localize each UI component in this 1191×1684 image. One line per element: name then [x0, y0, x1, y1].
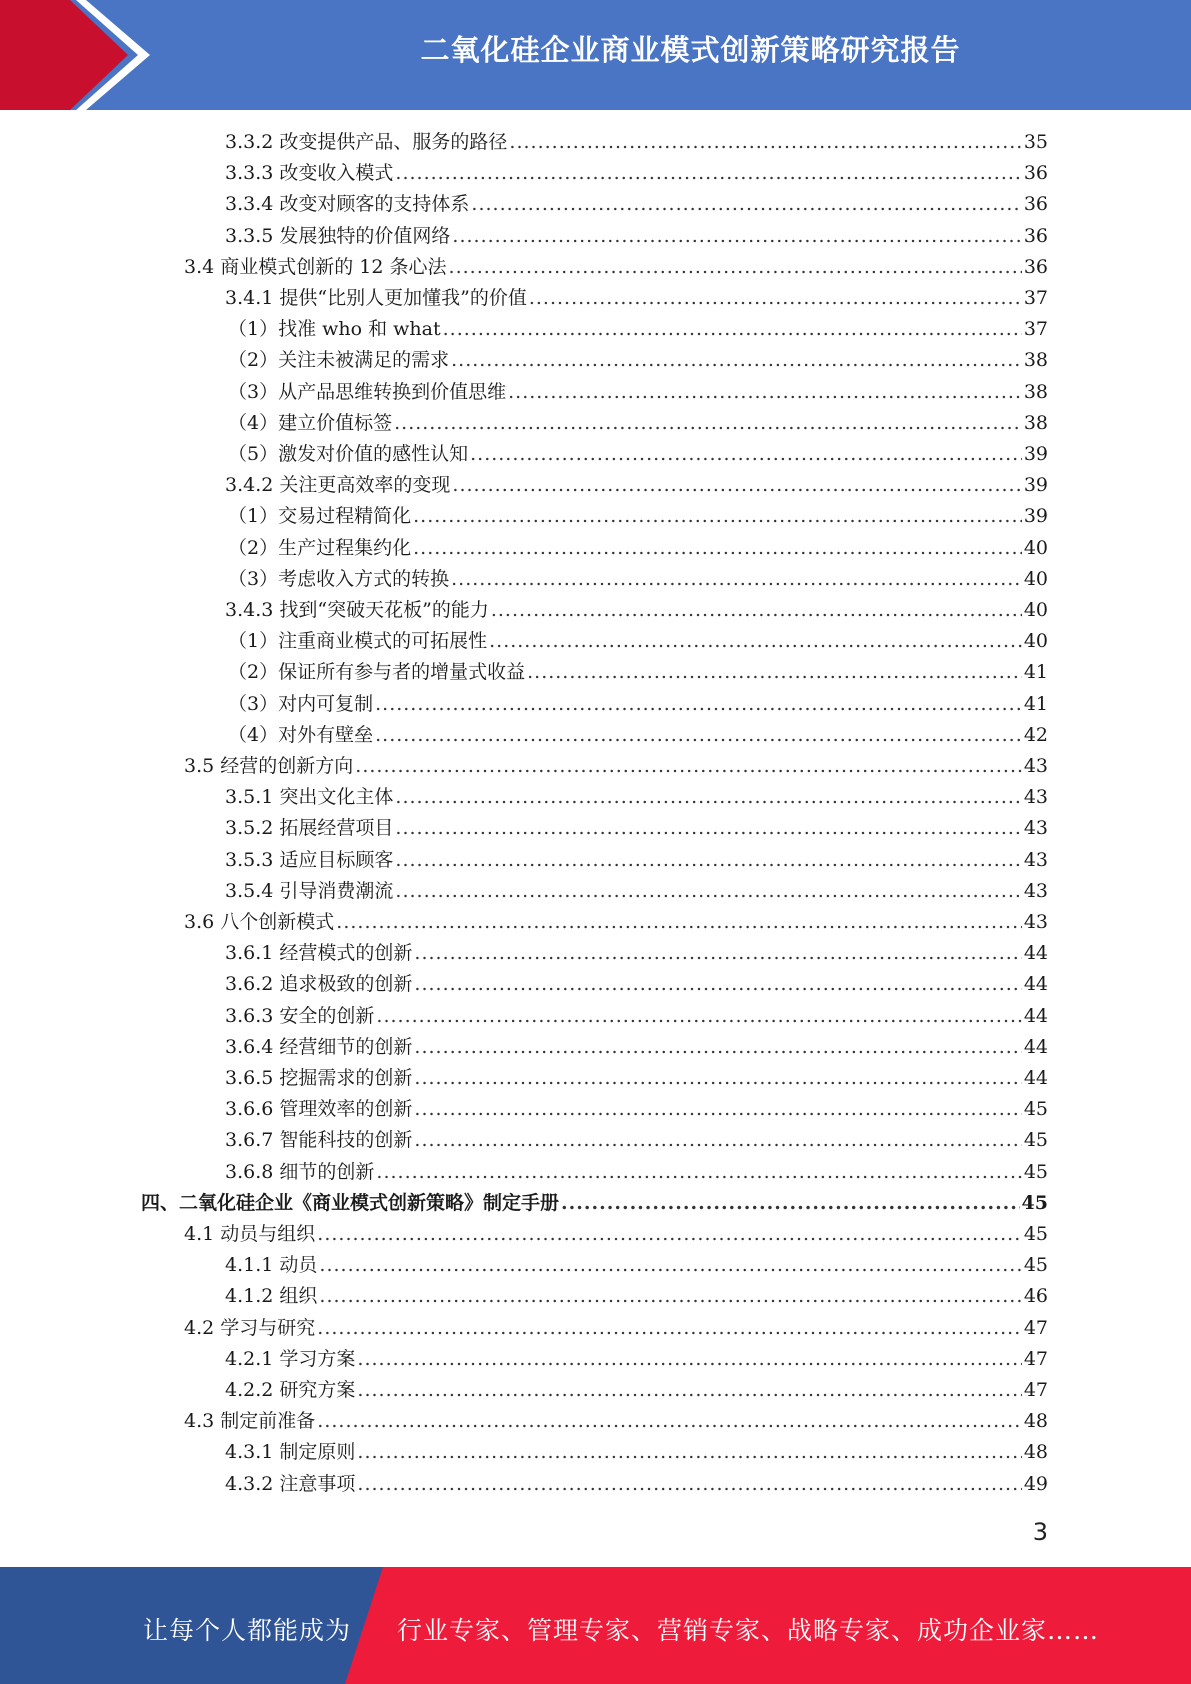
toc-dot-leader: [376, 1157, 1021, 1188]
toc-dot-leader: [414, 969, 1021, 1000]
toc-entry-page: 44: [1023, 1035, 1048, 1058]
toc-entry-page: 36: [1023, 224, 1048, 247]
toc-entry-page: 45: [1023, 1129, 1048, 1152]
toc-entry-page: 41: [1023, 692, 1048, 715]
toc-dot-leader: [357, 1469, 1021, 1500]
toc-entry-title: 八个创新模式: [220, 911, 335, 933]
toc-entry-number: （3）: [228, 692, 279, 715]
toc-entry-page: 43: [1023, 848, 1048, 871]
toc-entry-title: 生产过程集约化: [278, 536, 412, 559]
toc-entry[interactable]: [225, 470, 1048, 501]
toc-entry-number: 3.5: [184, 755, 215, 777]
toc-entry-number: 3.6.4: [225, 1035, 274, 1058]
toc-entry-title: 关注更高效率的变现: [279, 474, 451, 497]
toc-entry[interactable]: [225, 221, 1048, 252]
toc-entry-page: 47: [1023, 1347, 1048, 1370]
toc-entry-title: 交易过程精简化: [278, 505, 412, 528]
toc-entry[interactable]: [184, 1406, 1048, 1437]
toc-entry-number: 4.2: [184, 1316, 215, 1339]
toc-entry-number: 3.5.3: [225, 848, 274, 871]
toc-dot-leader: [375, 689, 1022, 720]
toc-entry-page: 45: [1023, 1098, 1048, 1121]
toc-entry-page: 36: [1023, 162, 1048, 185]
toc-entry-title: 改变收入模式: [279, 162, 394, 185]
toc-entry-page: 44: [1023, 1004, 1048, 1027]
toc-entry[interactable]: [184, 252, 1048, 283]
toc-entry-number: （2）: [228, 661, 279, 684]
toc-entry-title: 二氧化硅企业《商业模式创新策略》制定手册: [179, 1191, 560, 1214]
toc-entry-title: 制定前准备: [220, 1410, 316, 1433]
toc-entry[interactable]: [225, 1032, 1048, 1063]
toc-entry[interactable]: [225, 876, 1048, 907]
toc-entry[interactable]: [225, 189, 1048, 220]
toc-entry-page: 45: [1023, 1223, 1048, 1245]
toc-entry-page: 40: [1023, 630, 1048, 653]
toc-dot-leader: [394, 408, 1022, 439]
toc-entry[interactable]: [225, 1344, 1048, 1375]
toc-dot-leader: [452, 470, 1021, 501]
toc-entry-title: 建立价值标签: [278, 411, 393, 434]
toc-entry[interactable]: [228, 626, 1048, 657]
toc-entry[interactable]: [225, 283, 1048, 314]
toc-dot-leader: [317, 1313, 1022, 1344]
page-footer: [0, 1567, 1191, 1684]
toc-entry[interactable]: [225, 845, 1048, 876]
toc-entry-number: 3.4: [184, 255, 215, 278]
toc-dot-leader: [395, 782, 1021, 813]
toc-entry-page: 47: [1023, 1316, 1048, 1339]
toc-entry-page: 36: [1023, 255, 1048, 278]
toc-entry[interactable]: [225, 969, 1048, 1000]
toc-entry-number: 4.3.2: [225, 1472, 274, 1495]
toc-entry-page: 43: [1023, 817, 1048, 840]
toc-entry[interactable]: [141, 1188, 1048, 1219]
toc-entry-page: 39: [1023, 474, 1048, 497]
toc-entry[interactable]: [225, 1125, 1048, 1156]
toc-entry-number: （4）: [228, 723, 279, 746]
chevron-red-fill: [0, 0, 128, 110]
toc-entry-number: 3.5.2: [225, 817, 274, 840]
toc-entry-title: 拓展经营项目: [279, 817, 394, 840]
footer-slogan-left: 让每个人都能成为: [143, 1616, 352, 1645]
toc-entry-title: 从产品思维转换到价值思维: [278, 380, 507, 403]
toc-entry-title: 学习与研究: [220, 1316, 316, 1339]
toc-entry-page: 45: [1023, 1160, 1048, 1183]
toc-entry-page: 45: [1023, 1254, 1048, 1277]
toc-entry-title: 细节的创新: [279, 1160, 375, 1183]
toc-dot-leader: [395, 813, 1021, 844]
toc-entry-page: 39: [1023, 505, 1048, 528]
toc-dot-leader: [527, 657, 1022, 688]
toc-entry-number: 3.5.1: [225, 786, 274, 809]
toc-entry-title: 关注未被满足的需求: [278, 349, 450, 372]
toc-entry-page: 40: [1023, 599, 1048, 621]
toc-entry-page: 44: [1023, 973, 1048, 996]
toc-entry-number: （2）: [228, 349, 279, 372]
toc-entry-title: 考虑收入方式的转换: [278, 567, 450, 590]
toc-entry-number: 3.6.1: [225, 942, 274, 965]
toc-entry-title: 商业模式创新的 12 条心法: [220, 255, 447, 278]
toc-entry-number: 4.3.1: [225, 1441, 274, 1464]
chevron-arrow-icon: [0, 0, 160, 110]
toc-dot-leader: [451, 564, 1022, 595]
toc-dot-leader: [357, 1437, 1021, 1468]
toc-entry-number: 3.3.3: [225, 162, 274, 185]
toc-dot-leader: [414, 1125, 1021, 1156]
toc-entry-page: 38: [1023, 411, 1048, 434]
toc-entry-page: 49: [1023, 1472, 1048, 1495]
toc-entry-title: 追求极致的创新: [279, 973, 413, 996]
toc-dot-leader: [357, 1344, 1021, 1375]
toc-entry-title: 提供“比别人更加懂我”的价值: [279, 287, 527, 309]
toc-entry[interactable]: [228, 345, 1048, 376]
toc-entry-title: 改变对顾客的支持体系: [279, 193, 470, 216]
toc-entry-number: 3.4.1: [225, 287, 274, 309]
toc-entry-page: 38: [1023, 380, 1048, 403]
toc-entry-title: 对内可复制: [278, 692, 374, 715]
footer-slogan-right: 行业专家、管理专家、营销专家、战略专家、成功企业家……: [397, 1616, 1100, 1645]
toc-entry[interactable]: [228, 408, 1048, 439]
toc-entry[interactable]: [225, 1063, 1048, 1094]
toc-entry-title: 突出文化主体: [279, 786, 394, 809]
toc-dot-leader: [319, 1250, 1021, 1281]
toc-entry-number: 3.6.7: [225, 1129, 274, 1152]
toc-entry-page: 36: [1023, 193, 1048, 216]
toc-dot-leader: [470, 439, 1022, 470]
toc-entry[interactable]: [225, 1094, 1048, 1125]
toc-entry-page: 40: [1023, 567, 1048, 590]
toc-dot-leader: [471, 189, 1021, 220]
toc-dot-leader: [376, 1001, 1021, 1032]
toc-entry-number: （3）: [228, 380, 279, 403]
toc-entry[interactable]: [228, 439, 1048, 470]
toc-entry-page: 46: [1023, 1285, 1048, 1308]
toc-dot-leader: [319, 1281, 1021, 1312]
toc-entry-title: 找准 who 和 what: [278, 318, 441, 341]
toc-entry[interactable]: [225, 1469, 1048, 1500]
toc-entry-number: 3.5.4: [225, 879, 274, 902]
toc-entry-page: 43: [1023, 879, 1048, 902]
toc-entry-number: 3.6: [184, 911, 215, 933]
toc-dot-leader: [317, 1219, 1022, 1250]
toc-entry[interactable]: [225, 813, 1048, 844]
toc-dot-leader: [395, 876, 1021, 907]
toc-entry-number: 4.1.1: [225, 1254, 274, 1277]
toc-entry-page: 35: [1023, 131, 1048, 153]
toc-entry-number: （3）: [228, 567, 279, 590]
toc-dot-leader: [443, 314, 1022, 345]
toc-dot-leader: [336, 907, 1022, 938]
toc-entry[interactable]: [225, 1001, 1048, 1032]
toc-entry-number: 4.1.2: [225, 1285, 274, 1308]
toc-dot-leader: [491, 595, 1022, 626]
toc-entry-title: 注重商业模式的可拓展性: [278, 630, 488, 653]
toc-entry-page: 48: [1023, 1410, 1048, 1433]
toc-entry-number: （2）: [228, 536, 279, 559]
toc-entry-page: 37: [1023, 287, 1048, 309]
toc-dot-leader: [449, 252, 1022, 283]
toc-entry[interactable]: [225, 1281, 1048, 1312]
toc-dot-leader: [395, 845, 1021, 876]
toc-dot-leader: [375, 720, 1022, 751]
toc-entry[interactable]: [228, 501, 1048, 532]
toc-dot-leader: [317, 1406, 1022, 1437]
toc-entry[interactable]: [184, 907, 1048, 938]
toc-entry-title: 智能科技的创新: [279, 1129, 413, 1152]
toc-entry-title: 制定原则: [279, 1441, 356, 1464]
toc-dot-leader: [413, 501, 1022, 532]
toc-entry-page: 38: [1023, 349, 1048, 372]
toc-entry-page: 40: [1023, 536, 1048, 559]
toc-entry-title: 组织: [279, 1285, 318, 1308]
toc-dot-leader: [452, 221, 1021, 252]
toc-entry-number: （1）: [228, 505, 279, 528]
toc-dot-leader: [451, 345, 1022, 376]
toc-entry[interactable]: [184, 1219, 1048, 1250]
toc-entry[interactable]: [228, 720, 1048, 751]
toc-entry[interactable]: [225, 595, 1048, 626]
toc-dot-leader: [355, 751, 1022, 782]
toc-entry[interactable]: [228, 689, 1048, 720]
toc-entry-title: 经营的创新方向: [220, 755, 354, 777]
toc-entry-page: 37: [1023, 318, 1048, 341]
toc-entry[interactable]: [228, 564, 1048, 595]
toc-entry-title: 引导消费潮流: [279, 879, 394, 902]
toc-entry-page: 43: [1023, 911, 1048, 933]
toc-entry[interactable]: [228, 377, 1048, 408]
toc-entry[interactable]: [225, 158, 1048, 189]
toc-entry-number: 3.3.2: [225, 131, 274, 153]
toc-entry[interactable]: [225, 1250, 1048, 1281]
toc-entry-title: 注意事项: [279, 1472, 356, 1495]
toc-entry[interactable]: [225, 1437, 1048, 1468]
document-title: 二氧化硅企业商业模式创新策略研究报告: [420, 33, 961, 67]
toc-entry-number: 3.6.8: [225, 1160, 274, 1183]
toc-entry-number: 3.6.5: [225, 1067, 274, 1089]
toc-entry-title: 研究方案: [279, 1379, 356, 1401]
toc-entry[interactable]: [228, 314, 1048, 345]
toc-dot-leader: [414, 1094, 1021, 1125]
toc-entry-title: 学习方案: [279, 1347, 356, 1370]
toc-entry-title: 动员: [279, 1254, 318, 1277]
toc-entry-title: 改变提供产品、服务的路径: [279, 131, 508, 153]
toc-dot-leader: [357, 1375, 1021, 1406]
toc-entry-number: 四、: [141, 1191, 180, 1214]
toc-entry-page: 48: [1023, 1441, 1048, 1464]
toc-entry-page: 44: [1023, 1067, 1048, 1089]
toc-entry[interactable]: [225, 782, 1048, 813]
toc-entry-page: 47: [1023, 1379, 1048, 1401]
toc-entry[interactable]: [228, 657, 1048, 688]
toc-dot-leader: [509, 127, 1021, 158]
toc-entry-title: 保证所有参与者的增量式收益: [278, 661, 526, 684]
toc-entry-number: 3.4.2: [225, 474, 274, 497]
toc-entry-number: 3.3.4: [225, 193, 274, 216]
toc-entry-title: 管理效率的创新: [279, 1098, 413, 1121]
toc-entry-number: 3.6.6: [225, 1098, 274, 1121]
toc-entry-number: （4）: [228, 411, 279, 434]
toc-dot-leader: [414, 1063, 1021, 1094]
toc-entry-page: 41: [1023, 661, 1048, 684]
toc-entry-number: 4.2.1: [225, 1347, 274, 1370]
toc-entry-page: 42: [1023, 723, 1048, 746]
toc-entry-number: 3.4.3: [225, 599, 274, 621]
toc-entry-title: 经营细节的创新: [279, 1035, 413, 1058]
toc-dot-leader: [414, 938, 1021, 969]
toc-entry-page: 44: [1023, 942, 1048, 965]
toc-entry-number: 4.1: [184, 1223, 215, 1245]
toc-dot-leader: [508, 377, 1022, 408]
toc-dot-leader: [413, 533, 1022, 564]
toc-entry-title: 找到“突破天花板”的能力: [279, 599, 489, 621]
toc-entry-number: 3.6.2: [225, 973, 274, 996]
toc-entry-number: （1）: [228, 630, 279, 653]
toc-entry-number: （5）: [228, 443, 279, 465]
toc-entry[interactable]: [225, 938, 1048, 969]
toc-entry[interactable]: [184, 751, 1048, 782]
toc-entry-page: 43: [1023, 755, 1048, 777]
toc-entry[interactable]: [225, 127, 1048, 158]
toc-entry-title: 对外有壁垒: [278, 723, 374, 746]
toc-dot-leader: [561, 1188, 1020, 1219]
toc-dot-leader: [529, 283, 1022, 314]
toc-entry-number: 4.2.2: [225, 1379, 274, 1401]
toc-entry-number: 4.3: [184, 1410, 215, 1433]
toc-entry-page: 45: [1021, 1191, 1048, 1214]
toc-dot-leader: [489, 626, 1022, 657]
toc-entry-title: 适应目标顾客: [279, 848, 394, 871]
page-number: 3: [1032, 1518, 1048, 1546]
toc-entry-page: 39: [1023, 443, 1048, 465]
toc-entry[interactable]: [228, 533, 1048, 564]
toc-entry-page: 43: [1023, 786, 1048, 809]
toc-dot-leader: [414, 1032, 1021, 1063]
toc-entry[interactable]: [225, 1157, 1048, 1188]
toc-entry-title: 挖掘需求的创新: [279, 1067, 413, 1089]
toc-entry-number: 3.6.3: [225, 1004, 274, 1027]
toc-entry[interactable]: [184, 1313, 1048, 1344]
toc-entry-title: 动员与组织: [220, 1223, 316, 1245]
toc-entry-title: 安全的创新: [279, 1004, 375, 1027]
toc-entry-title: 发展独特的价值网络: [279, 224, 451, 247]
toc-entry-title: 经营模式的创新: [279, 942, 413, 965]
toc-entry[interactable]: [225, 1375, 1048, 1406]
page-header: [0, 0, 1191, 110]
toc-dot-leader: [395, 158, 1021, 189]
toc-entry-title: 激发对价值的感性认知: [278, 443, 469, 465]
toc-entry-number: （1）: [228, 318, 279, 341]
toc-entry-number: 3.3.5: [225, 224, 274, 247]
